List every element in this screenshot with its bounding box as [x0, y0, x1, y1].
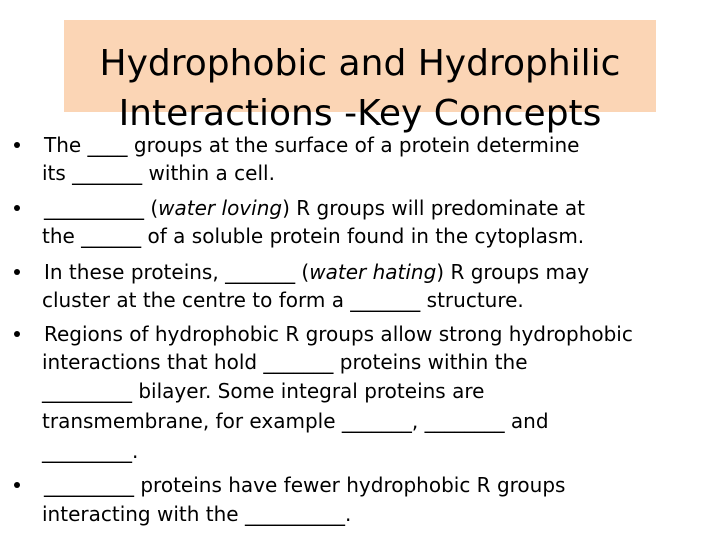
- bullet-text: interacting with the __________.: [42, 502, 352, 526]
- bullet-text: The ____ groups at the surface of a protein determine: [44, 133, 580, 157]
- bullet-text: _________ proteins have fewer hydrophobic R groups: [44, 473, 566, 497]
- bullet-text: interactions that hold _______ proteins within the: [42, 350, 528, 374]
- bullet-text: the ______ of a soluble protein found in the cytoplasm.: [42, 224, 585, 248]
- bullet-text: In these proteins, _______ (water hating) R groups may: [44, 260, 590, 284]
- bullet-text: cluster at the centre to form a _______ structure.: [42, 288, 524, 312]
- bullet-text: _________ bilayer. Some integral proteins are: [42, 379, 485, 403]
- bullet-text: transmembrane, for example _______, ________ and: [42, 409, 549, 433]
- bullet-text: __________ (water loving) R groups will predominate at: [44, 196, 586, 220]
- bullet-icon: [14, 482, 20, 488]
- bullet-icon: [14, 269, 20, 275]
- slide-title-line-1: Hydrophobic and Hydrophilic: [99, 43, 621, 84]
- bullet-text: its _______ within a cell.: [42, 161, 275, 185]
- bullet-icon: [14, 205, 20, 211]
- bullet-text: _________.: [42, 439, 139, 463]
- slide-title-line-2: Interactions -Key Concepts: [118, 93, 602, 134]
- bullet-icon: [14, 331, 20, 337]
- bullet-text: Regions of hydrophobic R groups allow strong hydrophobic: [44, 322, 633, 346]
- bullet-icon: [14, 142, 20, 148]
